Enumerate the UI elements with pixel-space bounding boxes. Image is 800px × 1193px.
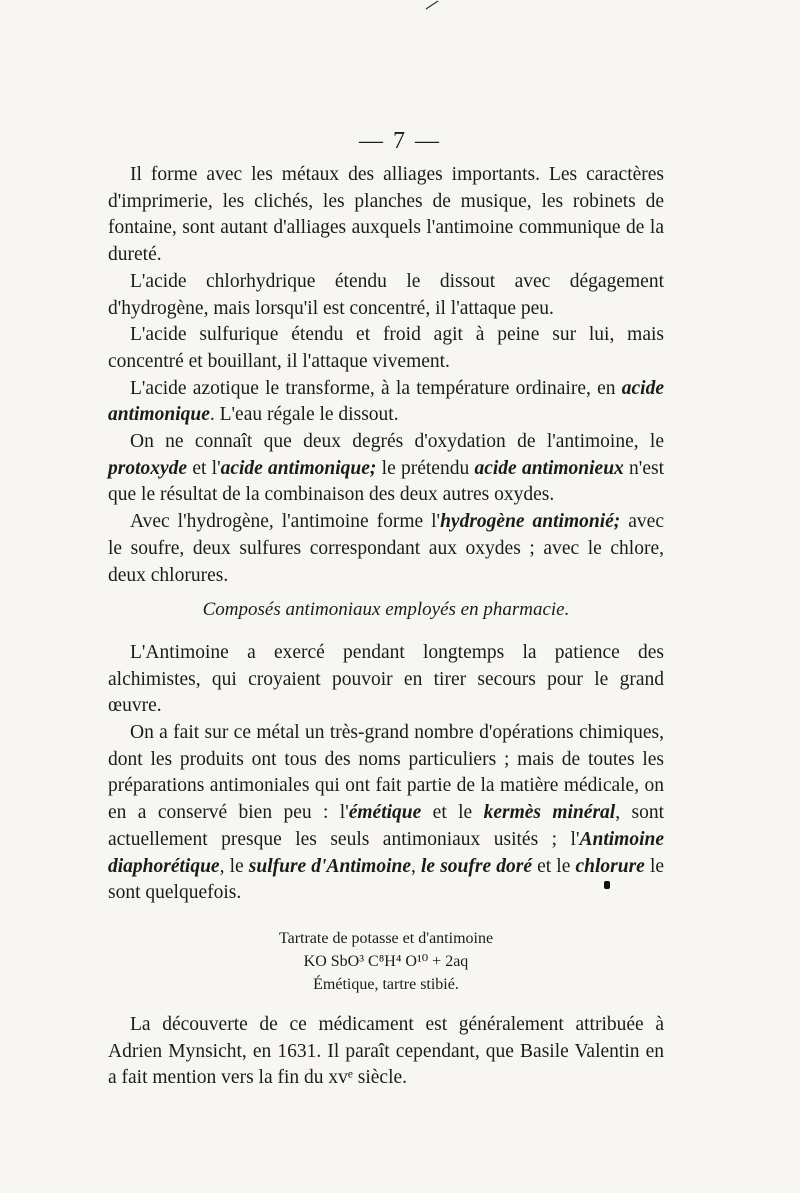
margin-mark bbox=[425, 0, 439, 10]
formula-caption: Émétique, tartre stibié. bbox=[313, 975, 459, 993]
italic-term: chlorure bbox=[575, 855, 645, 877]
italic-term: le soufre doré bbox=[421, 855, 532, 877]
italic-term: protoxyde bbox=[108, 457, 188, 479]
text-run: , sont actuellement presque les seuls antimoniaux usités ; l' bbox=[108, 802, 664, 850]
text-run: , le bbox=[219, 855, 249, 877]
text-run: L'acide azotique le transforme, à la température ordinaire, en bbox=[130, 377, 622, 399]
italic-term: émétique bbox=[348, 802, 422, 824]
paragraph-oxides bbox=[108, 429, 664, 509]
formula-title: Tartrate de potasse et d'antimoine bbox=[278, 929, 494, 947]
paragraph-sulfuric: L'acide sulfurique étendu et froid agit à peine sur lui, mais concentré et bouillant, il l'attaque vivement. bbox=[108, 324, 664, 372]
ink-blot bbox=[604, 881, 610, 889]
body-text bbox=[108, 162, 664, 1092]
italic-term: acide antimonieux bbox=[474, 457, 624, 479]
paragraph-hydrochloric: L'acide chlorhydrique étendu le dissout avec dégagement d'hydrogène, mais lorsqu'il est concentré, il l'attaque peu. bbox=[108, 270, 664, 319]
paragraph-nitric bbox=[108, 376, 664, 429]
text-run: On a fait sur ce métal un très-grand nombre d'opérations chimiques, dont les produits ont tous des noms particuliers ; mais de toutes les préparations antimoniales qui ont fait partie de la matière médicale, on en a conservé bien peu : l' bbox=[108, 722, 664, 824]
text-run: le sont quelquefois. bbox=[108, 855, 665, 904]
paragraph-alloys: Il forme avec les métaux des alliages importants. Les caractères d'imprimerie, les clichés, les planches de musique, les robinets de fontaine, sont autant d'alliages auxquels l'antimoine communique de la dureté. bbox=[108, 164, 664, 266]
text-run: avec le soufre, deux sulfures correspondant aux oxydes ; avec le chlore, deux chlorures. bbox=[108, 511, 664, 586]
formula-block bbox=[108, 927, 664, 996]
text-run: le prétendu bbox=[376, 457, 475, 479]
text-run: et l' bbox=[187, 457, 221, 479]
paragraph-preparations bbox=[108, 720, 664, 907]
text-run: On ne connaît que deux degrés d'oxydation de l'antimoine, le bbox=[130, 431, 664, 453]
text-run: et le bbox=[421, 802, 484, 824]
text-run: , bbox=[411, 855, 422, 877]
text-run: . L'eau régale le dissout. bbox=[209, 404, 399, 426]
italic-term: acide antimonique; bbox=[220, 457, 377, 479]
page-number: — 7 — bbox=[359, 128, 441, 154]
paragraph-discovery: La découverte de ce médicament est généralement attribuée à Adrien Mynsicht, en 1631. Il paraît cependant, que Basile Valentin en a fait mention vers la fin du xvᵉ siècle. bbox=[108, 1013, 664, 1089]
paragraph-alchemists: L'Antimoine a exercé pendant longtemps la patience des alchimistes, qui croyaient pouvoir en tirer secours pour le grand œuvre. bbox=[108, 641, 664, 717]
text-run: Avec l'hydrogène, l'antimoine forme l' bbox=[130, 511, 441, 533]
italic-term: sulfure d'Antimoine bbox=[248, 855, 412, 877]
text-run: et le bbox=[531, 855, 576, 877]
formula-equation: KO SbO³ C⁸H⁴ O¹⁰ + 2aq bbox=[303, 952, 469, 970]
paragraph-hydrogen bbox=[108, 509, 664, 589]
italic-term: kermès minéral bbox=[483, 802, 616, 824]
section-heading: Composés antimoniaux employés en pharmacie. bbox=[202, 599, 570, 621]
italic-term: hydrogène antimonié; bbox=[440, 511, 621, 533]
text-run: n'est que le résultat de la combinaison des deux autres oxydes. bbox=[108, 457, 664, 506]
italic-term: acide antimonique bbox=[108, 377, 664, 426]
italic-term: Antimoine diaphorétique bbox=[108, 828, 664, 877]
